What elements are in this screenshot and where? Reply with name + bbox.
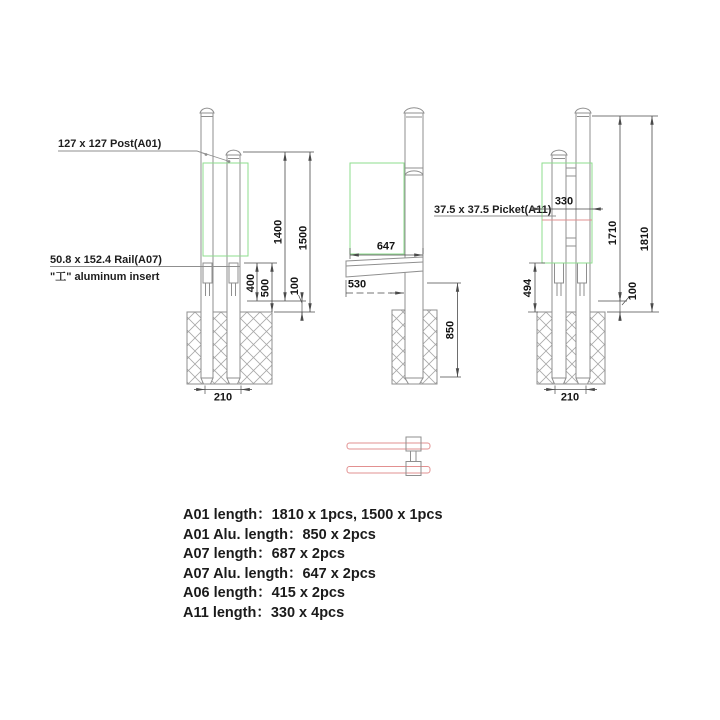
rail-insert-section [203, 263, 212, 283]
dim-210: 210 [560, 391, 580, 404]
post-cap [575, 108, 591, 113]
dim-500: 500 [259, 278, 272, 298]
parts-list-item: A06 length：415 x 2pcs [183, 585, 345, 602]
post-cap [404, 108, 424, 113]
parts-list-item: A11 length：330 x 4pcs [183, 604, 345, 621]
parts-list-item: A01 Alu. length：850 x 2pcs [183, 526, 376, 543]
foundation-block [537, 312, 605, 384]
rail-insert-section [555, 263, 564, 283]
rail-end-band [566, 168, 576, 176]
front-elevation-view [50, 108, 315, 403]
post-label: 127 x 127 Post(A01) [58, 138, 162, 150]
rail-bar [347, 467, 430, 474]
leader-dot [228, 160, 231, 163]
dim-494: 494 [522, 278, 534, 298]
rail-end-band [566, 238, 576, 246]
dim-1400: 1400 [272, 219, 285, 245]
dim-100: 100 [627, 281, 639, 301]
dim-100: 100 [289, 276, 301, 296]
rail-insert-label: "工" aluminum insert [50, 271, 160, 283]
rail-bar [347, 443, 430, 449]
connector-link [411, 451, 417, 462]
rear-elevation-view [434, 108, 659, 403]
post-cap [226, 150, 241, 155]
dim-530: 530 [347, 278, 367, 291]
rail-insert-section [578, 263, 587, 283]
parts-list-item: A07 length：687 x 2pcs [183, 546, 345, 563]
dim-1500: 1500 [297, 225, 310, 251]
dim-850: 850 [444, 320, 457, 340]
parts-list-item: A07 Alu. length：647 x 2pcs [183, 565, 376, 582]
dim-1810: 1810 [639, 226, 651, 252]
post-a01-tall [576, 113, 590, 378]
post-a01 [405, 113, 423, 378]
rail-label: 50.8 x 152.4 Rail(A07) [50, 254, 162, 266]
parts-list-item: A01 length：1810 x 1pcs, 1500 x 1pcs [183, 507, 443, 523]
picket-label: 37.5 x 37.5 Picket(A11) [434, 204, 552, 216]
post-cap [551, 150, 567, 155]
rail-connector-detail [347, 437, 430, 476]
side-view [346, 108, 461, 384]
parts-list [183, 506, 443, 624]
dim-647: 647 [376, 240, 396, 253]
dim-330: 330 [554, 195, 574, 208]
dim-400: 400 [245, 273, 257, 293]
dim-210: 210 [213, 391, 233, 404]
dim-1710: 1710 [607, 220, 619, 246]
post-cap [200, 108, 214, 113]
rail-insert-section [229, 263, 238, 283]
